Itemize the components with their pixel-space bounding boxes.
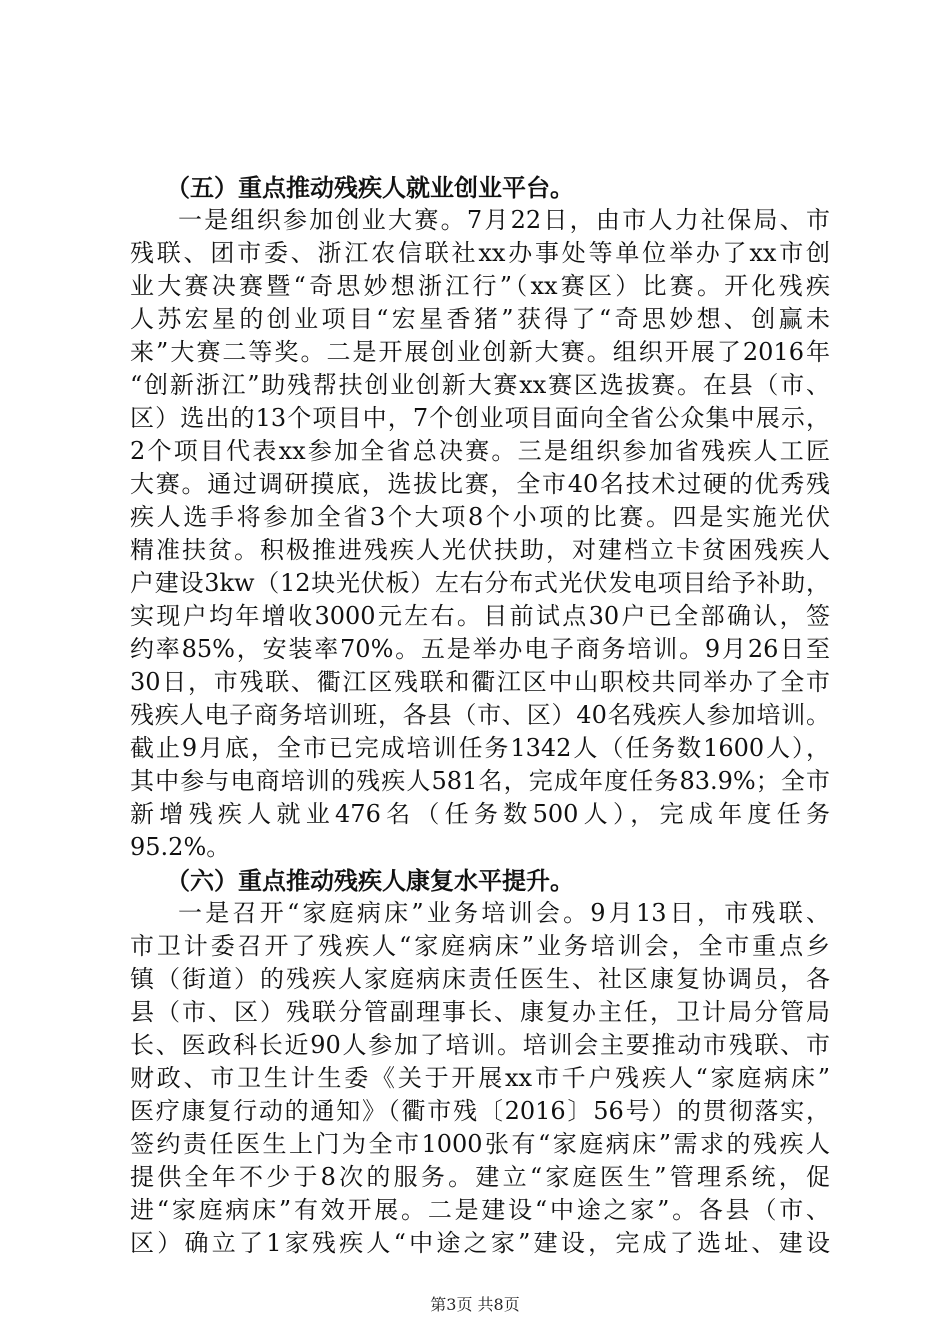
paragraph-line: 新增残疾人就业476名（任务数500人），完成年度任务 xyxy=(130,800,830,828)
paragraph-line: 县（市、区）残联分管副理事长、康复办主任，卫计局分管局 xyxy=(130,998,830,1026)
paragraph-line: 疾人选手将参加全省3个大项8个小项的比赛。四是实施光伏 xyxy=(130,503,830,531)
paragraph-line: 长、医政科长近90人参加了培训。培训会主要推动市残联、市 xyxy=(130,1031,830,1059)
paragraph-line: 户建设3kw（12块光伏板）左右分布式光伏发电项目给予补助， xyxy=(130,569,830,597)
paragraph-line: 95.2%。 xyxy=(130,833,231,861)
page-footer: 第3页 共8页 xyxy=(430,1295,520,1314)
paragraph-line: “创新浙江”助残帮扶创业创新大赛xx赛区选拔赛。在县（市、 xyxy=(130,371,830,399)
paragraph-line: 业大赛决赛暨“奇思妙想浙江行”（xx赛区）比赛。开化残疾 xyxy=(130,272,830,300)
paragraph-line: 一是召开“家庭病床”业务培训会。9月13日，市残联、 xyxy=(178,899,830,927)
paragraph-line: 来”大赛二等奖。二是开展创业创新大赛。组织开展了2016年 xyxy=(130,338,830,366)
paragraph-line: 30日，市残联、衢江区残联和衢江区中山职校共同举办了全市 xyxy=(130,668,830,696)
paragraph-line: 一是组织参加创业大赛。7月22日，由市人力社保局、市 xyxy=(178,206,830,234)
paragraph-line: 医疗康复行动的通知》（衢市残〔2016〕56号）的贯彻落实， xyxy=(130,1097,830,1125)
paragraph-line: 签约责任医生上门为全市1000张有“家庭病床”需求的残疾人 xyxy=(130,1130,830,1158)
paragraph-line: 残疾人电子商务培训班，各县（市、区）40名残疾人参加培训。 xyxy=(130,701,830,729)
paragraph-line: 大赛。通过调研摸底，选拔比赛，全市40名技术过硬的优秀残 xyxy=(130,470,830,498)
paragraph-line: 进“家庭病床”有效开展。二是建设“中途之家”。各县（市、 xyxy=(130,1196,830,1224)
paragraph-line: 精准扶贫。积极推进残疾人光伏扶助，对建档立卡贫困残疾人 xyxy=(130,536,830,564)
paragraph-line: 区）确立了1家残疾人“中途之家”建设，完成了选址、建设 xyxy=(130,1229,830,1257)
paragraph-line: 提供全年不少于8次的服务。建立“家庭医生”管理系统，促 xyxy=(130,1163,830,1191)
paragraph-line: 人苏宏星的创业项目“宏星香猪”获得了“奇思妙想、创赢未 xyxy=(130,305,830,333)
paragraph-line: 镇（街道）的残疾人家庭病床责任医生、社区康复协调员，各 xyxy=(130,965,830,993)
paragraph-line: 残联、团市委、浙江农信联社xx办事处等单位举办了xx市创 xyxy=(130,239,830,267)
paragraph-line: 截止9月底，全市已完成培训任务1342人（任务数1600人）， xyxy=(130,734,830,762)
paragraph-line: 区）选出的13个项目中，7个创业项目面向全省公众集中展示， xyxy=(130,404,830,432)
paragraph-line: 2个项目代表xx参加全省总决赛。三是组织参加省残疾人工匠 xyxy=(130,437,830,465)
paragraph-line: 实现户均年增收3000元左右。目前试点30户已全部确认，签 xyxy=(130,602,830,630)
paragraph-line: 其中参与电商培训的残疾人581名，完成年度任务83.9%；全市 xyxy=(130,767,830,795)
paragraph-line: 约率85%，安装率70%。五是举办电子商务培训。9月26日至 xyxy=(130,635,830,663)
section-heading-6: （六）重点推动残疾人康复水平提升。 xyxy=(166,866,574,895)
paragraph-line: 财政、市卫生计生委《关于开展xx市千户残疾人“家庭病床” xyxy=(130,1064,830,1092)
section-heading-5: （五）重点推动残疾人就业创业平台。 xyxy=(166,173,574,202)
paragraph-line: 市卫计委召开了残疾人“家庭病床”业务培训会，全市重点乡 xyxy=(130,932,830,960)
